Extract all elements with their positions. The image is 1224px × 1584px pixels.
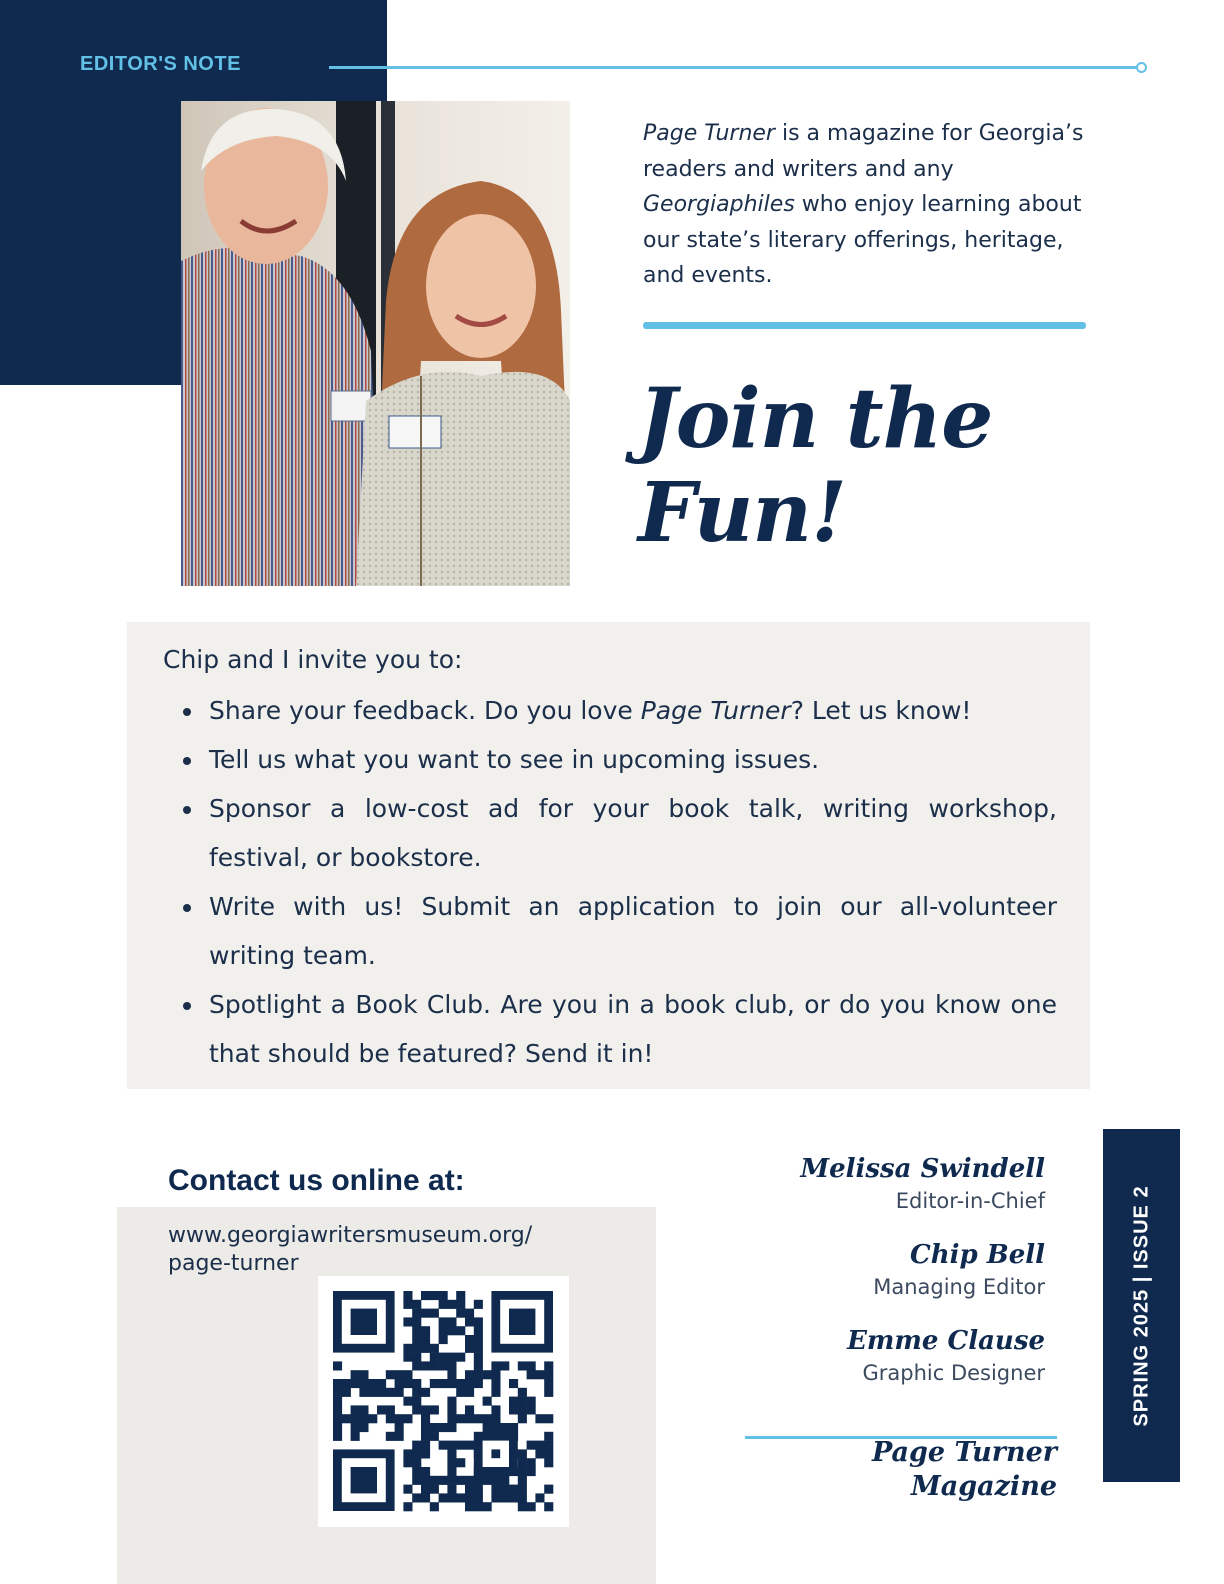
qr-code-graphic [318,1276,569,1527]
issue-tab [1103,1129,1180,1482]
magazine-name-line-1: Page Turner [871,1437,1057,1468]
invite-item-text: Tell us what you want to see in upcoming issues. [209,745,820,774]
intro-text-part1: is a magazine for Georgia’s readers and writers and any [643,121,1084,182]
staff-role: Managing Editor [873,1275,1045,1299]
invite-item-text: Write with us! Submit an application to join our all-volunteer writing team. [209,892,1057,970]
intro-paragraph [643,116,1093,294]
issue-label: SPRING 2025 | ISSUE 2 [1130,1184,1152,1427]
invite-item-text: Spotlight a Book Club. Are you in a book club, or do you know one that should be featured? Send it in! [209,990,1057,1068]
header-divider-end-dot [1136,62,1147,73]
invite-list [181,686,1057,1078]
georgiaphiles-italic: Georgiaphiles [643,192,795,217]
staff-name: Emme Clause [847,1326,1045,1356]
contact-heading: Contact us online at: [168,1164,465,1197]
invite-item [181,882,1057,980]
staff-name: Melissa Swindell [800,1154,1045,1184]
headline-line-2: Fun! [638,465,847,561]
qr-code[interactable] [318,1276,569,1527]
magazine-title-italic: Page Turner [643,121,775,146]
invite-item [181,980,1057,1078]
magazine-name [760,1436,1057,1504]
header-divider [329,66,1139,69]
invite-item-italic: Page Turner [640,696,791,725]
staff-entry [700,1238,1045,1302]
staff-credits [700,1152,1045,1410]
contact-url-line-2[interactable]: page-turner [168,1251,299,1276]
staff-role: Graphic Designer [862,1361,1045,1385]
headline-line-1: Join the [638,371,993,467]
contact-url-link[interactable] [168,1222,588,1278]
contact-url-line-1[interactable]: www.georgiawritersmuseum.org/ [168,1223,533,1248]
staff-entry [700,1152,1045,1216]
invite-item-text-after: ? Let us know! [790,696,972,725]
magazine-name-line-2: Magazine [910,1471,1057,1502]
section-label: EDITOR'S NOTE [80,53,241,75]
headline [638,372,1118,560]
intro-divider [643,322,1086,329]
staff-entry [700,1324,1045,1388]
staff-name: Chip Bell [910,1240,1045,1270]
invite-item [181,686,1057,735]
invite-item [181,784,1057,882]
invite-item-text: Share your feedback. Do you love [209,696,641,725]
invite-item [181,735,1057,784]
editors-photo [181,101,570,586]
invite-item-text: Sponsor a low-cost ad for your book talk, writing workshop, festival, or bookstore. [209,794,1057,872]
staff-role: Editor-in-Chief [895,1189,1045,1213]
intro-text-part2: who enjoy learning about our state’s literary offerings, heritage, and events. [643,192,1082,288]
invite-intro: Chip and I invite you to: [163,645,463,674]
